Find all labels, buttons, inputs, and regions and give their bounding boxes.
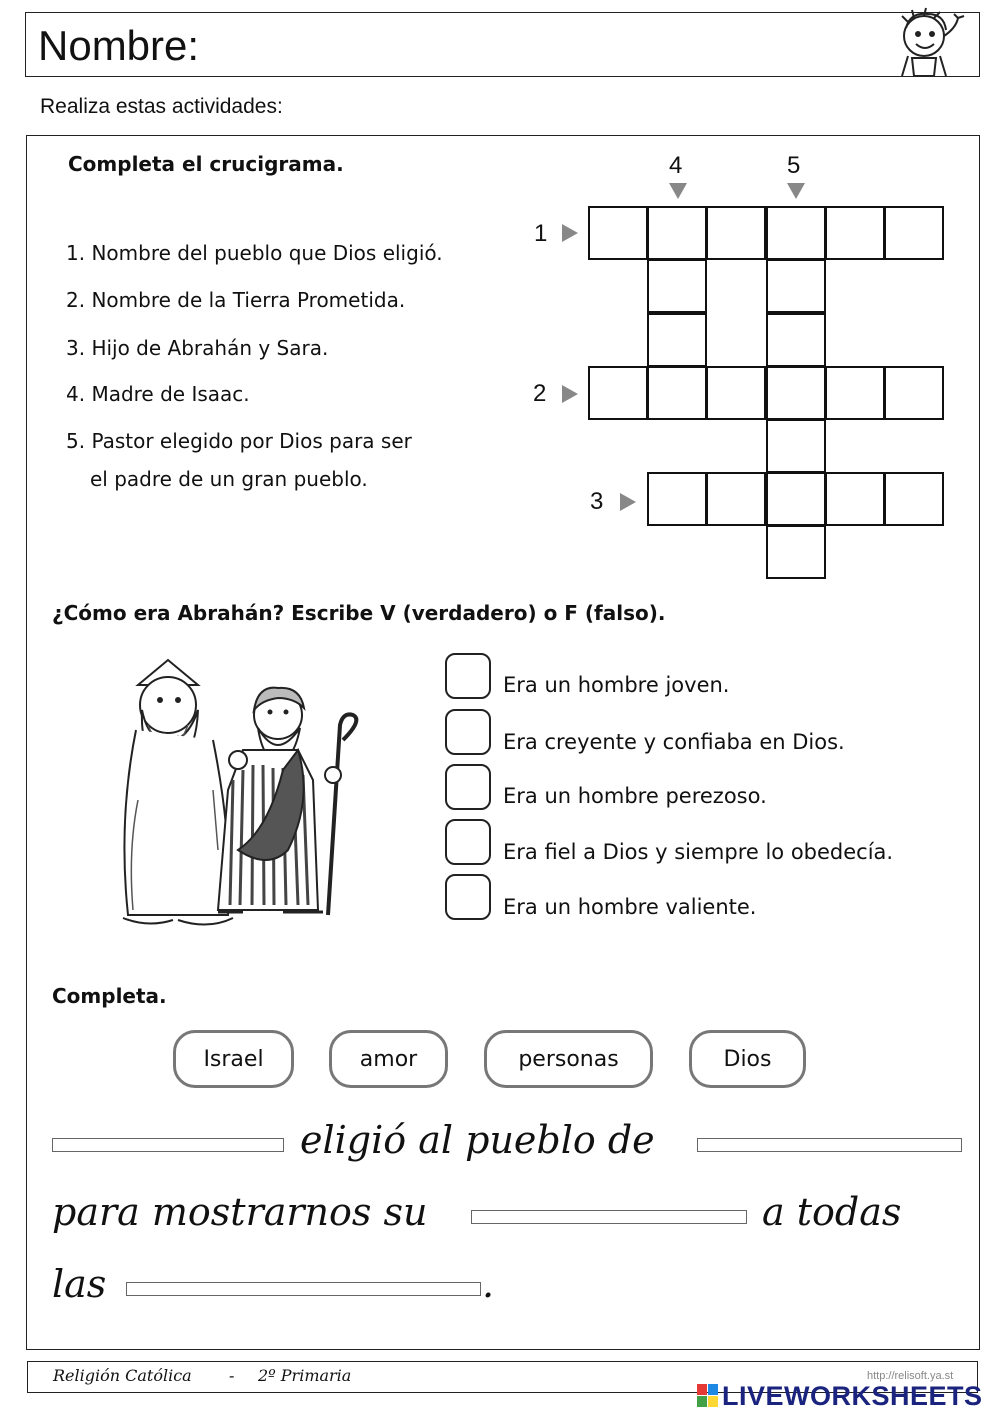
- crossword-title: Completa el crucigrama.: [68, 152, 344, 176]
- crossword-cell[interactable]: [766, 472, 826, 526]
- crossword-cell[interactable]: [588, 206, 648, 260]
- name-label: Nombre:: [38, 22, 200, 69]
- arrow-down-icon: [787, 183, 805, 199]
- brand-wordmark: LIVEWORKSHEETS: [722, 1381, 983, 1411]
- crossword-cell[interactable]: [766, 419, 826, 473]
- word-israel[interactable]: Israel: [173, 1030, 294, 1088]
- sentence-period: .: [482, 1262, 495, 1306]
- vf-answer-box[interactable]: [445, 764, 491, 810]
- clue-3: 3. Hijo de Abrahán y Sara.: [66, 336, 329, 360]
- crossword-cell[interactable]: [706, 472, 766, 526]
- crossword-cell[interactable]: [647, 259, 707, 313]
- crossword-cell[interactable]: [884, 366, 944, 420]
- crossword-cell[interactable]: [588, 366, 648, 420]
- crossword-number-3: 3: [590, 488, 604, 515]
- word-personas[interactable]: personas: [484, 1030, 653, 1088]
- blank-input[interactable]: [471, 1210, 747, 1224]
- crossword-number-1: 1: [534, 220, 548, 247]
- blank-input[interactable]: [697, 1138, 962, 1152]
- crossword-cell[interactable]: [825, 206, 885, 260]
- statement-5: Era un hombre valiente.: [503, 895, 757, 919]
- arrow-down-icon: [669, 183, 687, 199]
- sentence-part: eligió al pueblo de: [300, 1118, 655, 1162]
- crossword-cell[interactable]: [647, 366, 707, 420]
- word-dios[interactable]: Dios: [689, 1030, 806, 1088]
- statement-1: Era un hombre joven.: [503, 673, 730, 697]
- clue-5-cont: el padre de un gran pueblo.: [90, 467, 368, 491]
- crossword-cell[interactable]: [884, 472, 944, 526]
- sentence-part: para mostrarnos su: [52, 1190, 428, 1234]
- statement-3: Era un hombre perezoso.: [503, 784, 767, 808]
- footer-separator: -: [229, 1366, 235, 1385]
- footer-subject: Religión Católica: [53, 1366, 192, 1385]
- abraham-illustration: [118, 650, 368, 935]
- vf-answer-box[interactable]: [445, 653, 491, 699]
- crossword-cell[interactable]: [825, 366, 885, 420]
- vf-answer-box[interactable]: [445, 709, 491, 755]
- arrow-right-icon: [562, 385, 578, 403]
- statement-4: Era fiel a Dios y siempre lo obedecía.: [503, 840, 894, 864]
- footer-url[interactable]: http://relisoft.ya.st: [867, 1370, 954, 1382]
- crossword-cell[interactable]: [825, 472, 885, 526]
- clue-2: 2. Nombre de la Tierra Prometida.: [66, 288, 406, 312]
- instructions: Realiza estas actividades:: [40, 95, 283, 118]
- word-amor[interactable]: amor: [329, 1030, 448, 1088]
- arrow-right-icon: [562, 224, 578, 242]
- crossword-cell[interactable]: [647, 313, 707, 367]
- vf-answer-box[interactable]: [445, 819, 491, 865]
- truefalse-title: ¿Cómo era Abrahán? Escribe V (verdadero) o F (falso).: [52, 601, 666, 625]
- sentence-part: a todas: [762, 1190, 902, 1234]
- statement-2: Era creyente y confiaba en Dios.: [503, 730, 845, 754]
- sentence-part: las: [52, 1262, 107, 1306]
- crossword-cell[interactable]: [766, 259, 826, 313]
- crossword-cell[interactable]: [884, 206, 944, 260]
- crossword-cell[interactable]: [647, 206, 707, 260]
- clue-5: 5. Pastor elegido por Dios para ser: [66, 429, 412, 453]
- crossword-cell[interactable]: [647, 472, 707, 526]
- crossword-number-2: 2: [533, 380, 547, 407]
- blank-input[interactable]: [126, 1282, 481, 1296]
- crossword-cell[interactable]: [766, 525, 826, 579]
- clue-4: 4. Madre de Isaac.: [66, 382, 250, 406]
- crossword-cell[interactable]: [706, 206, 766, 260]
- vf-answer-box[interactable]: [445, 874, 491, 920]
- crossword-cell[interactable]: [766, 206, 826, 260]
- crossword-cell[interactable]: [766, 366, 826, 420]
- crossword-number-5: 5: [787, 152, 801, 179]
- crossword-number-4: 4: [669, 152, 683, 179]
- arrow-right-icon: [620, 493, 636, 511]
- crossword-cell[interactable]: [766, 313, 826, 367]
- blank-input[interactable]: [52, 1138, 284, 1152]
- cartoon-kid-icon: [888, 6, 970, 78]
- crossword-cell[interactable]: [706, 366, 766, 420]
- footer-grade: 2º Primaria: [258, 1366, 352, 1385]
- complete-title: Completa.: [52, 984, 167, 1008]
- clue-1: 1. Nombre del pueblo que Dios eligió.: [66, 241, 443, 265]
- liveworksheets-logo-icon: [697, 1384, 719, 1408]
